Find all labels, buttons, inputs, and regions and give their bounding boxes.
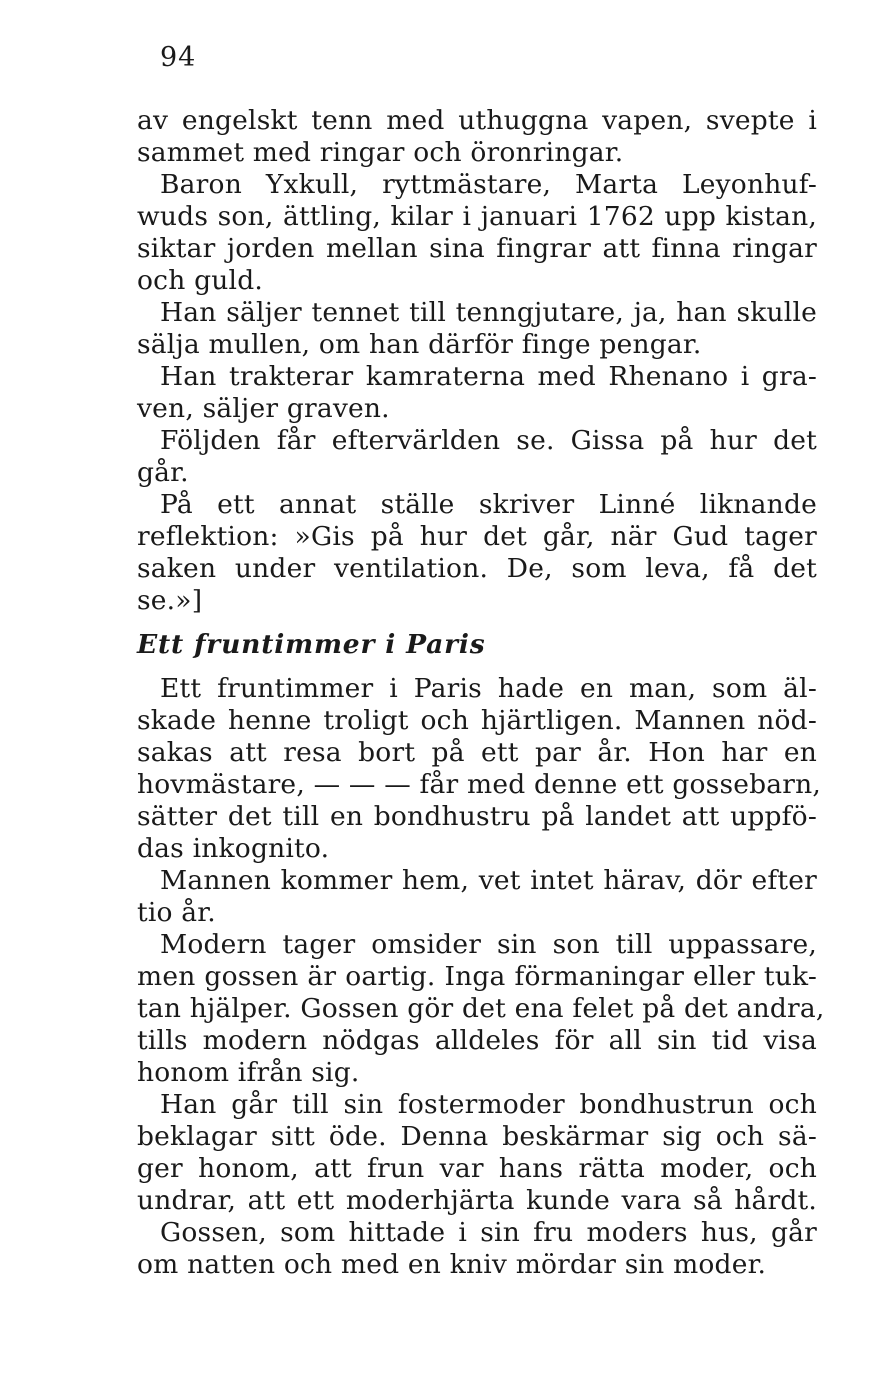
text-line: ger honom, att frun var hans rätta moder, och: [137, 1153, 817, 1184]
text-line: Baron Yxkull, ryttmästare, Marta Leyonhuf-: [160, 169, 817, 200]
text-line: wuds son, ättling, kilar i januari 1762 upp kistan,: [137, 201, 817, 232]
text-line: se.»]: [137, 585, 203, 616]
text-line: och guld.: [137, 265, 263, 296]
text-line: sätter det till en bondhustru på landet att uppfö-: [137, 801, 817, 832]
text-line: men gossen är oartig. Inga förmaningar eller tuk-: [137, 961, 817, 992]
text-line: På ett annat ställe skriver Linné liknande: [160, 489, 817, 520]
text-line: Ett fruntimmer i Paris hade en man, som äl-: [160, 673, 817, 704]
text-line: går.: [137, 457, 189, 488]
text-line: sälja mullen, om han därför finge pengar.: [137, 329, 702, 360]
text-line: Han säljer tennet till tenngjutare, ja, han skulle: [160, 297, 817, 328]
text-line: honom ifrån sig.: [137, 1057, 360, 1088]
page-number: 94: [160, 42, 197, 73]
text-line: Gossen, som hittade i sin fru moders hus, går: [160, 1217, 817, 1248]
text-line: tio år.: [137, 897, 216, 928]
text-line: saken under ventilation. De, som leva, få det: [137, 553, 817, 584]
text-line: skade henne troligt och hjärtligen. Mannen nöd-: [137, 705, 817, 736]
text-line: sammet med ringar och öronringar.: [137, 137, 624, 168]
text-line: Följden får eftervärlden se. Gissa på hur det: [160, 425, 817, 456]
text-line: tills modern nödgas alldeles för all sin tid visa: [137, 1025, 817, 1056]
text-line: Modern tager omsider sin son till uppassare,: [160, 929, 817, 960]
section-heading: Ett fruntimmer i Paris: [137, 629, 486, 660]
text-line: ven, säljer graven.: [137, 393, 390, 424]
text-line: hovmästare, — — — får med denne ett gossebarn,: [137, 769, 822, 800]
text-line: av engelskt tenn med uthuggna vapen, svepte i: [137, 105, 817, 136]
text-line: om natten och med en kniv mördar sin moder.: [137, 1249, 767, 1280]
text-line: undrar, att ett moderhjärta kunde vara så hårdt.: [137, 1185, 817, 1216]
text-line: Han går till sin fostermoder bondhustrun och: [160, 1089, 817, 1120]
text-line: beklagar sitt öde. Denna beskärmar sig och sä-: [137, 1121, 817, 1152]
text-line: Han trakterar kamraterna med Rhenano i gra-: [160, 361, 817, 392]
text-line: siktar jorden mellan sina fingrar att finna ringar: [137, 233, 817, 264]
text-line: Mannen kommer hem, vet intet härav, dör efter: [160, 865, 817, 896]
text-line: tan hjälper. Gossen gör det ena felet på det andra,: [137, 993, 825, 1024]
text-line: sakas att resa bort på ett par år. Hon har en: [137, 737, 817, 768]
text-line: das inkognito.: [137, 833, 330, 864]
text-line: reflektion: »Gis på hur det går, när Gud tager: [137, 521, 817, 552]
